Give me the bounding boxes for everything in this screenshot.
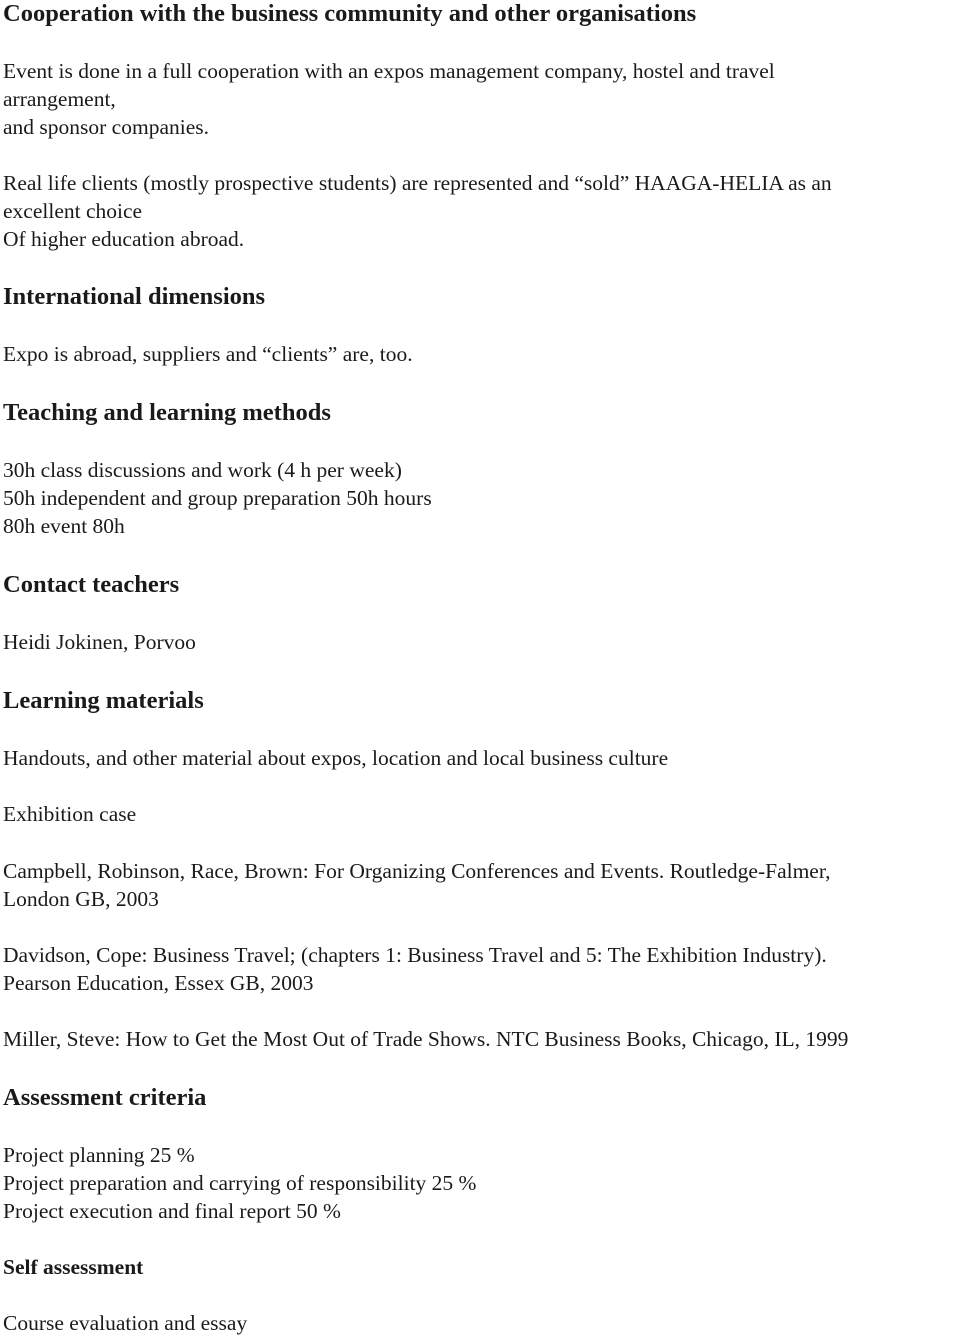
paragraph-line: Pearson Education, Essex GB, 2003 [3, 971, 314, 995]
paragraph-line: 80h event 80h [3, 514, 125, 538]
paragraph-line: London GB, 2003 [3, 887, 159, 911]
section-heading-self-assessment: Self assessment [3, 1255, 144, 1279]
section-heading-international: International dimensions [3, 283, 266, 310]
paragraph-line: excellent choice [3, 199, 143, 223]
reference-item [3, 857, 831, 913]
clients-paragraph [3, 169, 832, 253]
paragraph-line: Project preparation and carrying of responsibility 25 % [3, 1171, 477, 1195]
paragraph-line: 50h independent and group preparation 50h hours [3, 486, 432, 510]
section-heading-teaching: Teaching and learning methods [3, 399, 331, 426]
paragraph-line: 30h class discussions and work (4 h per week) [3, 458, 402, 482]
paragraph-line: Handouts, and other material about expos, location and local business culture [3, 746, 669, 770]
contact-text [3, 628, 196, 656]
paragraph-line: arrangement, [3, 87, 116, 111]
materials-exhibition [3, 800, 136, 828]
paragraph-line: Project planning 25 % [3, 1143, 195, 1167]
paragraph-line: and sponsor companies. [3, 115, 210, 139]
cooperation-paragraph [3, 57, 775, 141]
section-heading-assessment: Assessment criteria [3, 1084, 207, 1111]
self-assessment-text [3, 1309, 247, 1337]
teaching-list [3, 456, 432, 540]
section-heading-materials: Learning materials [3, 687, 204, 714]
assessment-list [3, 1141, 476, 1225]
paragraph-line: Of higher education abroad. [3, 227, 245, 251]
international-text [3, 340, 413, 368]
paragraph-line: Expo is abroad, suppliers and “clients” are, too. [3, 342, 413, 366]
paragraph-line: Course evaluation and essay [3, 1311, 248, 1335]
paragraph-line: Exhibition case [3, 802, 137, 826]
paragraph-line: Davidson, Cope: Business Travel; (chapters 1: Business Travel and 5: The Exhibition Industry). [3, 943, 827, 967]
section-heading-contact: Contact teachers [3, 571, 180, 598]
materials-handouts [3, 744, 668, 772]
reference-item [3, 941, 827, 997]
paragraph-line: Project execution and final report 50 % [3, 1199, 341, 1223]
paragraph-line: Real life clients (mostly prospective students) are represented and “sold” HAAGA-HELIA as an [3, 171, 832, 195]
paragraph-line: Campbell, Robinson, Race, Brown: For Organizing Conferences and Events. Routledge-Falmer, [3, 859, 831, 883]
section-title-cooperation: Cooperation with the business community and other organisations [3, 0, 697, 27]
paragraph-line: Heidi Jokinen, Porvoo [3, 630, 196, 654]
paragraph-line: Event is done in a full cooperation with an expos management company, hostel and travel [3, 59, 775, 83]
paragraph-line: Miller, Steve: How to Get the Most Out of Trade Shows. NTC Business Books, Chicago, IL, 1999 [3, 1027, 849, 1051]
reference-item [3, 1025, 848, 1053]
